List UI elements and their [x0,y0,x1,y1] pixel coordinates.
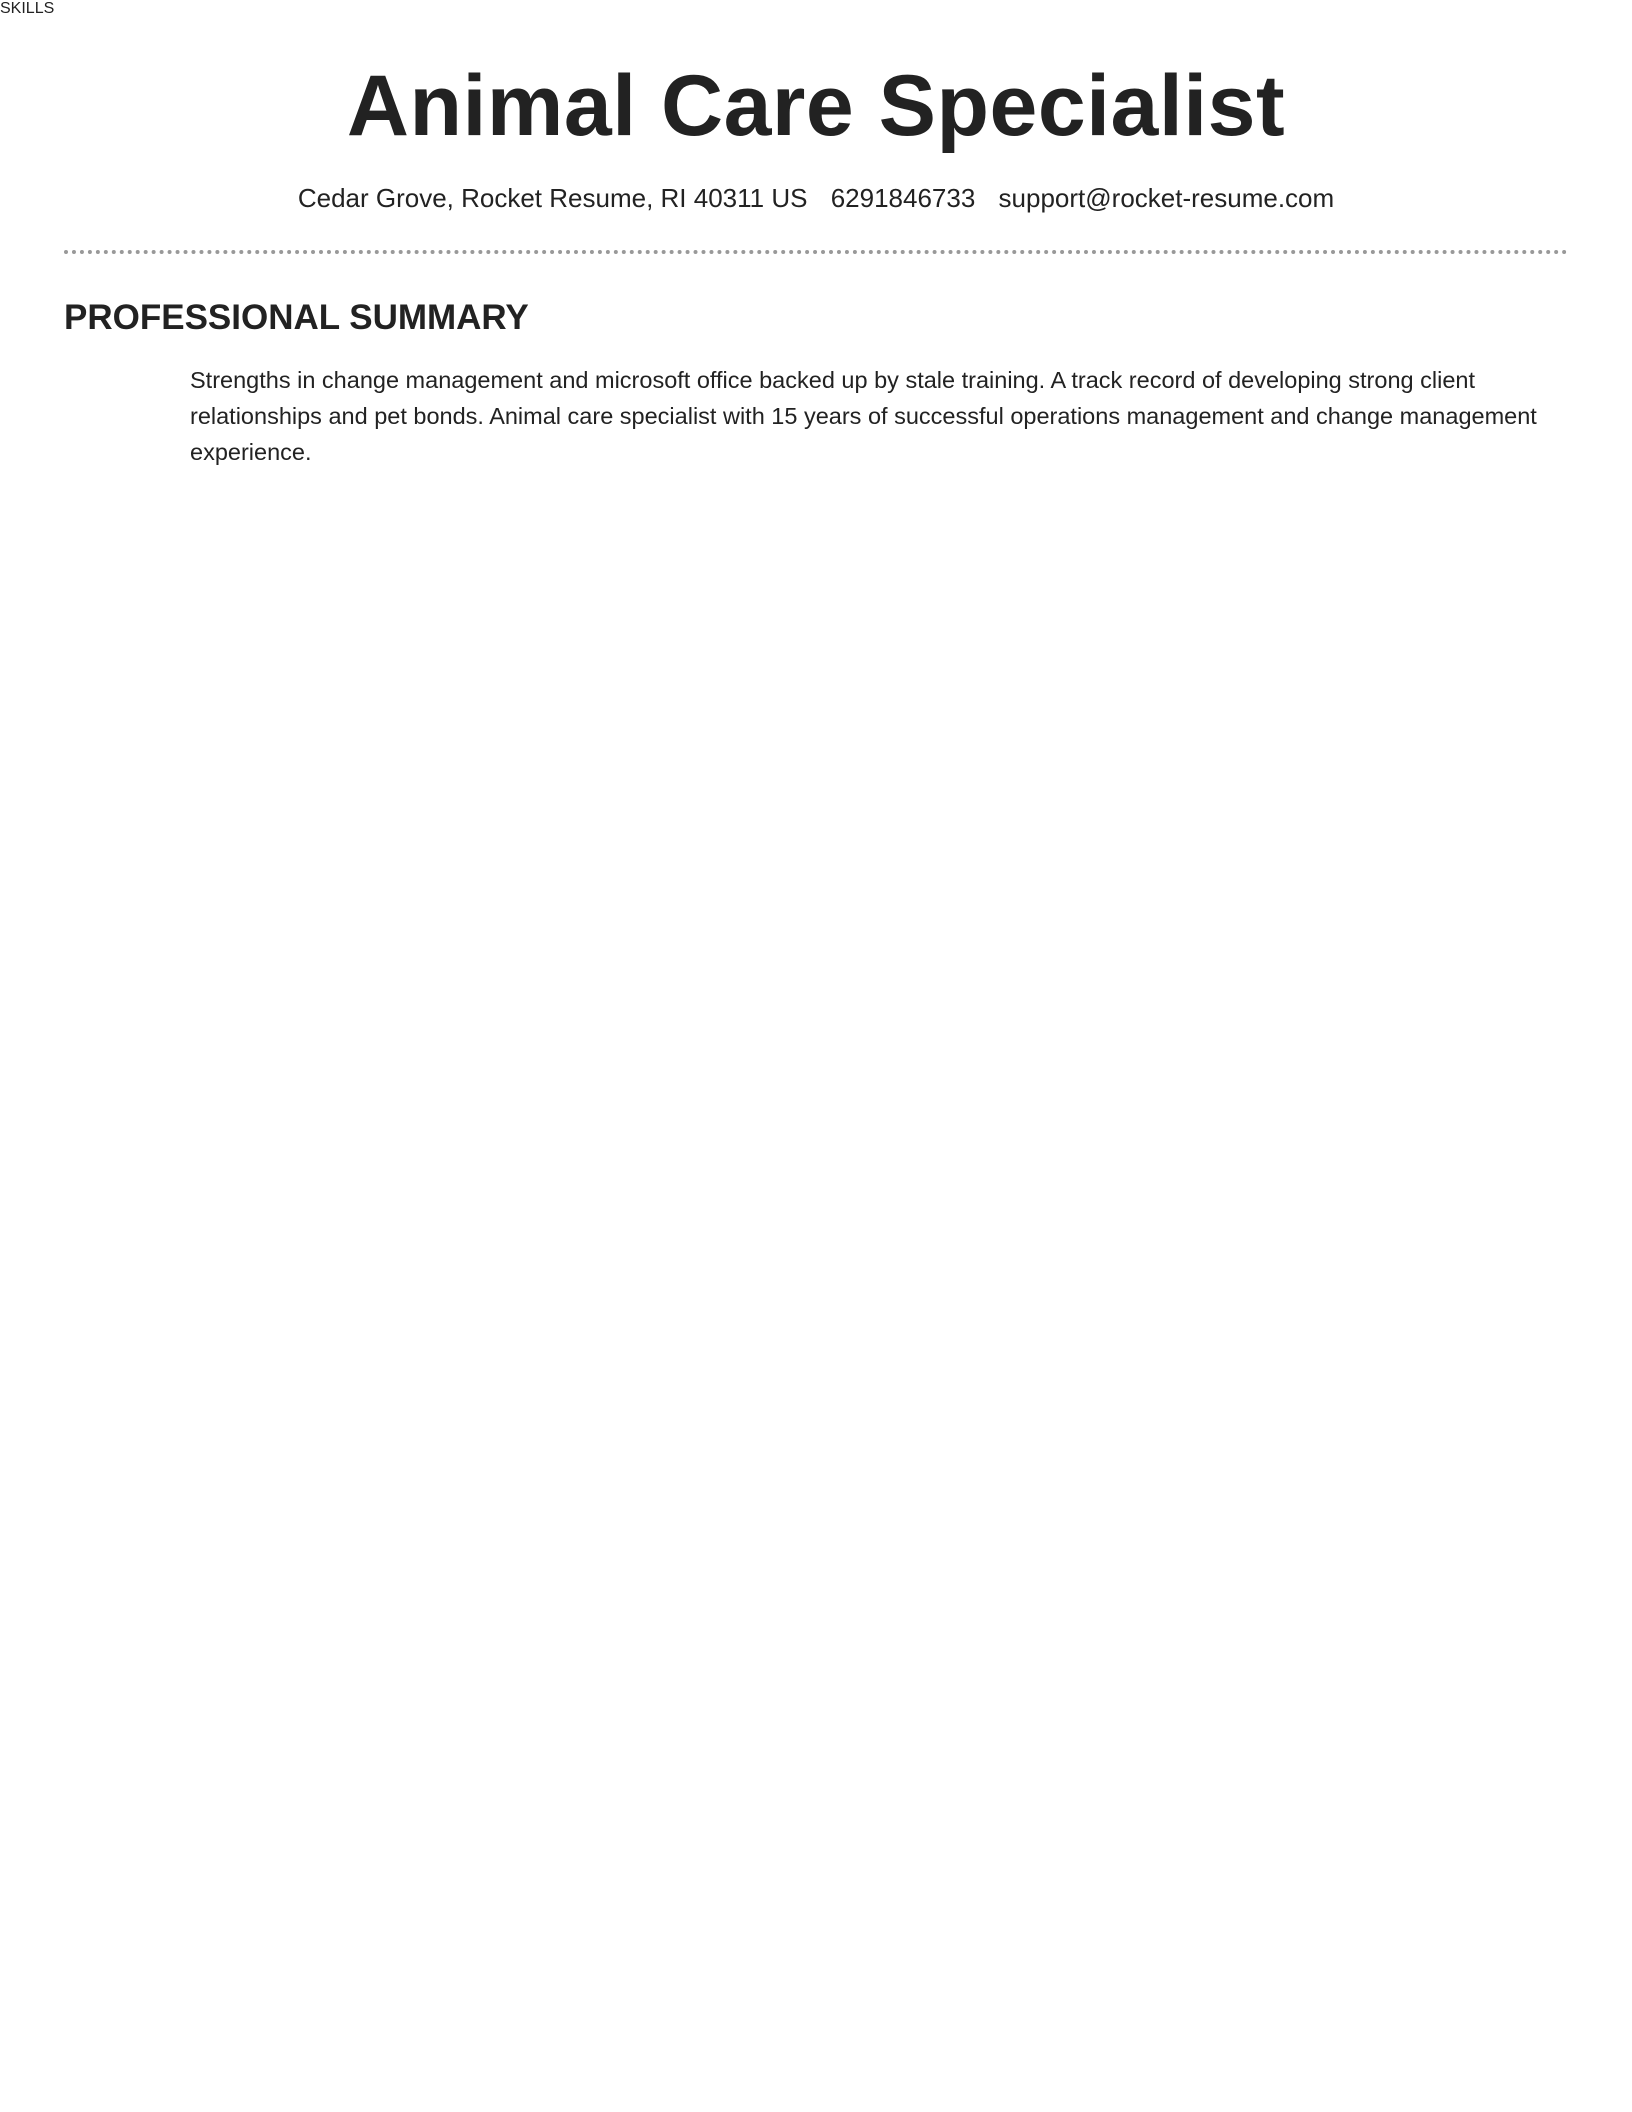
summary-text: Strengths in change management and microsoft office backed up by stale training. A track record of developing strong client relationships and pet bonds. Animal care specialist with 15 years of successful operations management and change management experience. [190,367,1537,465]
header-divider [64,250,1568,254]
contact-address: Cedar Grove, Rocket Resume, RI 40311 US [297,183,808,213]
resume-name: Animal Care Specialist [346,58,1286,154]
contact-email: support@rocket-resume.com [998,183,1335,213]
contact-line [0,180,1632,216]
summary-heading: PROFESSIONAL SUMMARY [64,298,529,337]
skills-heading: SKILLS [0,0,55,17]
contact-phone: 6291846733 [830,183,976,213]
summary-block [190,362,1570,470]
